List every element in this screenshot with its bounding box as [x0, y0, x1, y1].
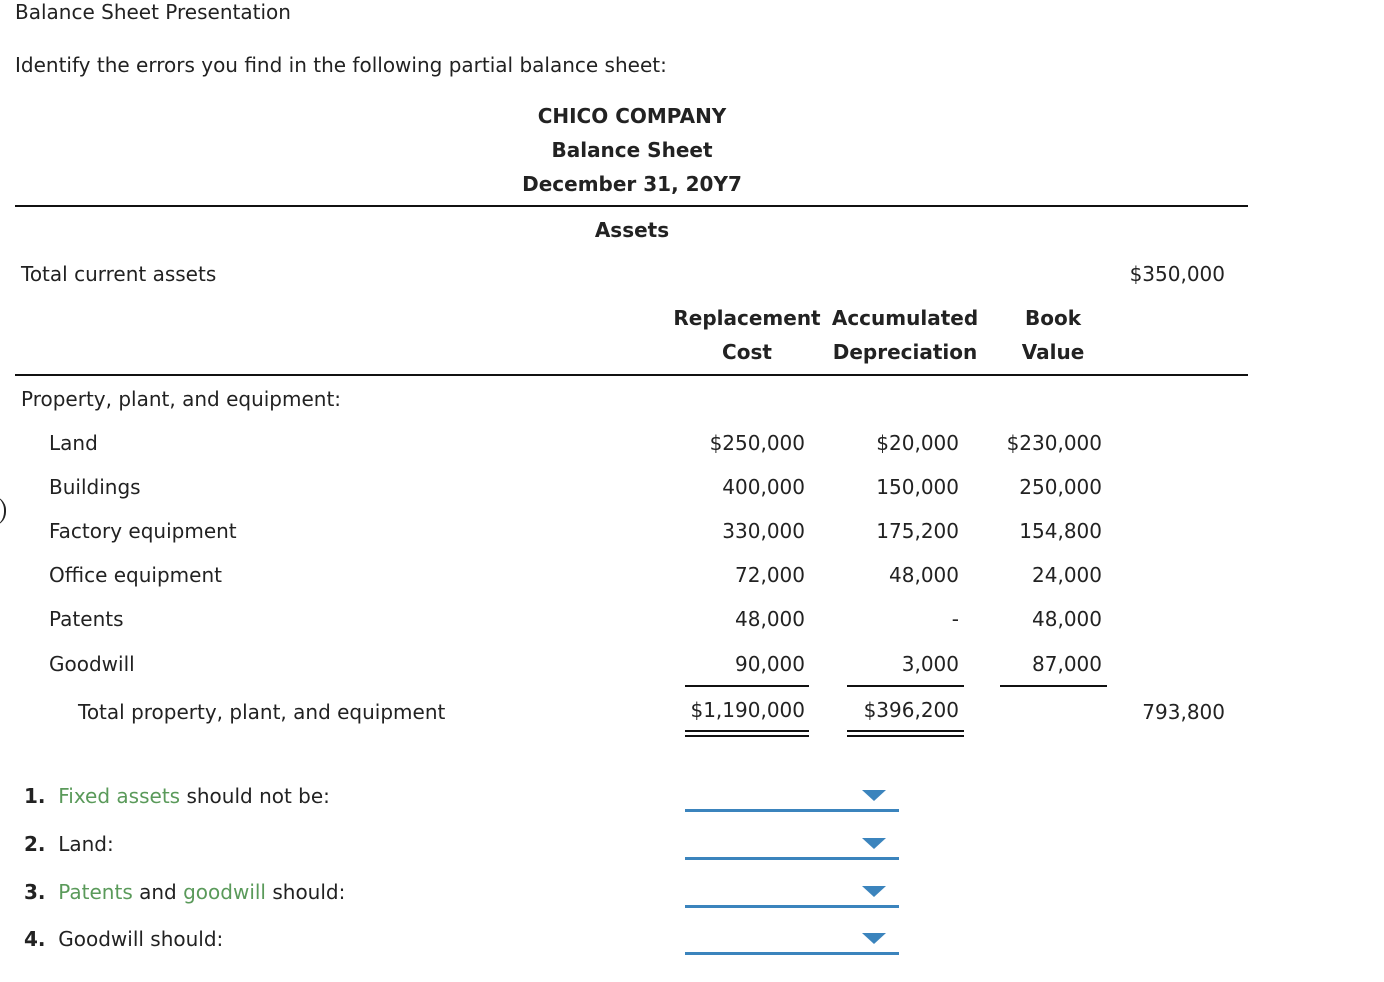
- row-accum: $20,000: [876, 431, 959, 455]
- left-edge-handle: [0, 496, 6, 526]
- col-cost-heading-1: Replacement: [673, 306, 821, 330]
- statement-date: December 31, 20Y7: [522, 172, 742, 196]
- row-label: Factory equipment: [49, 519, 237, 543]
- col-cost-heading-2: Cost: [722, 340, 772, 364]
- row-accum: 3,000: [901, 652, 959, 676]
- chevron-down-icon[interactable]: [862, 886, 886, 897]
- row-label: Buildings: [49, 475, 141, 499]
- cost-underline: [685, 685, 809, 687]
- book-underline: [1000, 685, 1107, 687]
- question-number: 1.: [24, 784, 46, 808]
- question-number: 3.: [24, 880, 46, 904]
- row-book: 24,000: [1032, 563, 1102, 587]
- company-name: CHICO COMPANY: [537, 104, 727, 128]
- row-book: 250,000: [1019, 475, 1102, 499]
- question-text: Land:: [58, 832, 114, 856]
- columns-rule: [15, 374, 1248, 376]
- total-ppe-label: Total property, plant, and equipment: [78, 700, 446, 724]
- row-book: 48,000: [1032, 607, 1102, 631]
- total-current-assets-label: Total current assets: [21, 262, 217, 286]
- row-book: 154,800: [1019, 519, 1102, 543]
- answer-1-dropdown[interactable]: [685, 809, 899, 812]
- chevron-down-icon[interactable]: [862, 790, 886, 801]
- page-title: Balance Sheet Presentation: [15, 0, 291, 24]
- question-text: should:: [265, 880, 346, 904]
- statement-title: Balance Sheet: [551, 138, 713, 162]
- chevron-down-icon[interactable]: [862, 838, 886, 849]
- row-label: Patents: [49, 607, 124, 631]
- row-cost: 330,000: [722, 519, 805, 543]
- total-ppe-value: 793,800: [1142, 700, 1225, 724]
- section-assets: Assets: [594, 218, 670, 242]
- question-4: [24, 927, 223, 951]
- question-text: and: [132, 880, 184, 904]
- question-number: 4.: [24, 927, 46, 951]
- answer-4-dropdown[interactable]: [685, 952, 899, 955]
- row-accum: 175,200: [876, 519, 959, 543]
- ppe-heading: Property, plant, and equipment:: [21, 387, 342, 411]
- question-3: [24, 880, 345, 904]
- header-rule: [15, 205, 1248, 207]
- glossary-link-patents[interactable]: Patents: [58, 880, 133, 904]
- row-accum: 48,000: [889, 563, 959, 587]
- accum-double-underline: [847, 730, 964, 737]
- question-text: Goodwill should:: [58, 927, 224, 951]
- row-accum: -: [951, 607, 959, 631]
- row-label: Land: [49, 431, 98, 455]
- question-text: should not be:: [180, 784, 330, 808]
- glossary-link-goodwill[interactable]: goodwill: [183, 880, 266, 904]
- row-cost: 72,000: [735, 563, 805, 587]
- question-1: [24, 784, 330, 808]
- total-ppe-cost: $1,190,000: [690, 698, 805, 722]
- glossary-link-fixed-assets[interactable]: Fixed assets: [58, 784, 181, 808]
- total-ppe-accum: $396,200: [863, 698, 959, 722]
- row-book: $230,000: [1006, 431, 1102, 455]
- row-cost: 400,000: [722, 475, 805, 499]
- row-label: Goodwill: [49, 652, 135, 676]
- col-accum-heading-2: Depreciation: [832, 340, 978, 364]
- cost-double-underline: [685, 730, 809, 737]
- col-accum-heading-1: Accumulated: [831, 306, 979, 330]
- question-number: 2.: [24, 832, 46, 856]
- answer-2-dropdown[interactable]: [685, 857, 899, 860]
- instruction-text: Identify the errors you find in the following partial balance sheet:: [15, 53, 667, 77]
- answer-3-dropdown[interactable]: [685, 905, 899, 908]
- col-book-heading-2: Value: [1021, 340, 1085, 364]
- accum-underline: [847, 685, 964, 687]
- row-cost: $250,000: [709, 431, 805, 455]
- row-cost: 48,000: [735, 607, 805, 631]
- row-accum: 150,000: [876, 475, 959, 499]
- row-label: Office equipment: [49, 563, 222, 587]
- chevron-down-icon[interactable]: [862, 933, 886, 944]
- row-book: 87,000: [1032, 652, 1102, 676]
- question-2: [24, 832, 114, 856]
- row-cost: 90,000: [735, 652, 805, 676]
- col-book-heading-1: Book: [1024, 306, 1082, 330]
- total-current-assets-value: $350,000: [1129, 262, 1225, 286]
